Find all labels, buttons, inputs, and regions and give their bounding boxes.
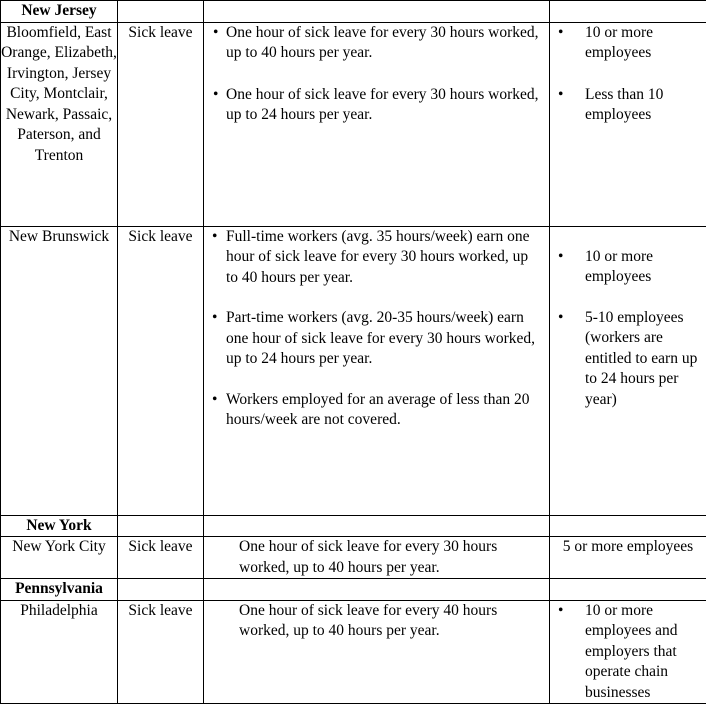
- state-name: New Jersey: [1, 1, 118, 23]
- accrual-cell: [204, 600, 550, 704]
- coverage-item: • Less than 10 employees: [550, 85, 706, 126]
- accrual-cell: [204, 226, 550, 515]
- coverage-cell: [550, 226, 706, 515]
- table-row: [1, 537, 706, 579]
- state-header-row: [1, 515, 706, 537]
- city-cell: New Brunswick: [1, 226, 118, 515]
- state-name: New York: [1, 515, 118, 537]
- coverage-cell: [550, 600, 706, 704]
- coverage-item: • 5-10 employees (workers are entitled to earn up to 24 hours per year): [550, 308, 706, 411]
- table-row: [1, 226, 706, 515]
- accrual-item: • Part-time workers (avg. 20-35 hours/week) earn one hour of sick leave for every 30 hours worked, up to 24 hours per year.: [204, 308, 549, 370]
- state-header-row: [1, 1, 706, 23]
- table-row: [1, 22, 706, 226]
- leave-type-cell: Sick leave: [118, 600, 204, 704]
- accrual-item: • Workers employed for an average of less than 20 hours/week are not covered.: [204, 390, 549, 431]
- accrual-cell: [204, 22, 550, 226]
- coverage-item: 5 or more employees: [550, 537, 706, 558]
- leave-type-cell: Sick leave: [118, 226, 204, 515]
- coverage-item: • 10 or more employees: [550, 247, 706, 288]
- accrual-item: • One hour of sick leave for every 30 hours worked, up to 24 hours per year.: [204, 85, 549, 126]
- accrual-item: • Full-time workers (avg. 35 hours/week) earn one hour of sick leave for every 30 hours worked, up to 40 hours per year.: [204, 227, 549, 289]
- accrual-cell: [204, 537, 550, 579]
- city-cell: New York City: [1, 537, 118, 579]
- coverage-cell: [550, 22, 706, 226]
- leave-type-cell: Sick leave: [118, 22, 204, 226]
- leave-type-cell: Sick leave: [118, 537, 204, 579]
- coverage-item: • 10 or more employees: [550, 23, 706, 64]
- accrual-item: One hour of sick leave for every 30 hours worked, up to 40 hours per year.: [204, 537, 549, 578]
- coverage-cell: [550, 537, 706, 579]
- state-name: Pennsylvania: [1, 579, 118, 601]
- city-cell: Philadelphia: [1, 600, 118, 704]
- city-cell: Bloomfield, East Orange, Elizabeth, Irvington, Jersey City, Montclair, Newark, Passaic, Paterson, and Trenton: [1, 22, 118, 226]
- accrual-item: One hour of sick leave for every 40 hours worked, up to 40 hours per year.: [204, 601, 549, 642]
- state-header-row: [1, 579, 706, 601]
- coverage-item: • 10 or more employees and employers that operate chain businesses: [550, 601, 706, 704]
- table-row: [1, 600, 706, 704]
- accrual-item: • One hour of sick leave for every 30 hours worked, up to 40 hours per year.: [204, 23, 549, 64]
